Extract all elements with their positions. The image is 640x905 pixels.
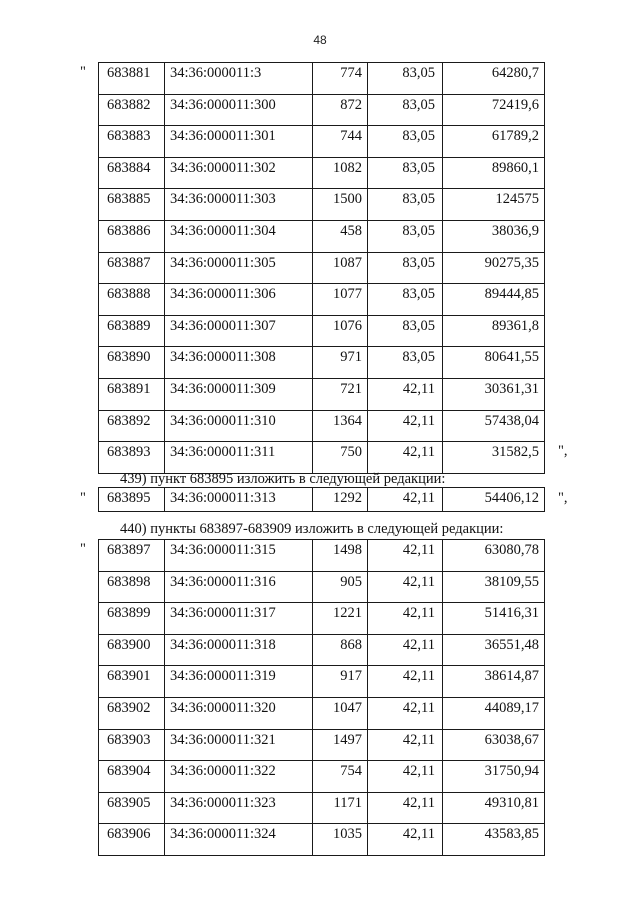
cadastral-number-cell: 34:36:000011:322: [165, 761, 313, 793]
area-cell: 1035: [313, 824, 368, 856]
total-value-cell: 57438,04: [443, 410, 545, 442]
total-value-cell: 64280,7: [443, 63, 545, 95]
plot-number-cell: 683881: [99, 63, 165, 95]
area-cell: 1292: [313, 488, 368, 512]
plot-number-cell: 683904: [99, 761, 165, 793]
rate-cell: 83,05: [368, 284, 443, 316]
area-cell: 1171: [313, 792, 368, 824]
table-row: [99, 666, 545, 698]
rate-cell: 42,11: [368, 634, 443, 666]
plot-number-cell: 683891: [99, 378, 165, 410]
closing-quote-mark: ",: [558, 490, 568, 506]
area-cell: 1082: [313, 157, 368, 189]
table-row: [99, 410, 545, 442]
plot-number-cell: 683905: [99, 792, 165, 824]
table-row: [99, 540, 545, 572]
rate-cell: 42,11: [368, 540, 443, 572]
rate-cell: 83,05: [368, 126, 443, 158]
cadastral-number-cell: 34:36:000011:301: [165, 126, 313, 158]
total-value-cell: 30361,31: [443, 378, 545, 410]
plot-number-cell: 683900: [99, 634, 165, 666]
area-cell: 1500: [313, 189, 368, 221]
area-cell: 744: [313, 126, 368, 158]
table-row: [99, 157, 545, 189]
plot-number-cell: 683895: [99, 488, 165, 512]
plot-number-cell: 683892: [99, 410, 165, 442]
cadastral-number-cell: 34:36:000011:308: [165, 347, 313, 379]
opening-quote-mark: ": [80, 64, 86, 80]
area-cell: 971: [313, 347, 368, 379]
table-row: [99, 761, 545, 793]
rate-cell: 83,05: [368, 63, 443, 95]
table-row: [99, 252, 545, 284]
rate-cell: 42,11: [368, 697, 443, 729]
total-value-cell: 38036,9: [443, 220, 545, 252]
total-value-cell: 72419,6: [443, 94, 545, 126]
rate-cell: 83,05: [368, 315, 443, 347]
plot-number-cell: 683898: [99, 571, 165, 603]
opening-quote-mark: ": [80, 490, 86, 506]
area-cell: 868: [313, 634, 368, 666]
table-row: [99, 220, 545, 252]
cadastral-number-cell: 34:36:000011:318: [165, 634, 313, 666]
rate-cell: 42,11: [368, 603, 443, 635]
area-cell: 1364: [313, 410, 368, 442]
rate-cell: 42,11: [368, 666, 443, 698]
rate-cell: 42,11: [368, 378, 443, 410]
cadastral-number-cell: 34:36:000011:311: [165, 442, 313, 474]
cadastral-number-cell: 34:36:000011:315: [165, 540, 313, 572]
plot-number-cell: 683906: [99, 824, 165, 856]
land-plot-table-3: [98, 539, 545, 856]
cadastral-number-cell: 34:36:000011:319: [165, 666, 313, 698]
cadastral-number-cell: 34:36:000011:313: [165, 488, 313, 512]
rate-cell: 83,05: [368, 347, 443, 379]
land-plot-table-2: [98, 487, 545, 512]
rate-cell: 42,11: [368, 761, 443, 793]
total-value-cell: 90275,35: [443, 252, 545, 284]
plot-number-cell: 683902: [99, 697, 165, 729]
total-value-cell: 31582,5: [443, 442, 545, 474]
rate-cell: 83,05: [368, 220, 443, 252]
plot-number-cell: 683882: [99, 94, 165, 126]
cadastral-number-cell: 34:36:000011:310: [165, 410, 313, 442]
rate-cell: 42,11: [368, 571, 443, 603]
area-cell: 754: [313, 761, 368, 793]
total-value-cell: 44089,17: [443, 697, 545, 729]
cadastral-number-cell: 34:36:000011:309: [165, 378, 313, 410]
area-cell: 872: [313, 94, 368, 126]
rate-cell: 83,05: [368, 157, 443, 189]
plot-number-cell: 683899: [99, 603, 165, 635]
cadastral-number-cell: 34:36:000011:300: [165, 94, 313, 126]
area-cell: 1221: [313, 603, 368, 635]
table-row: [99, 94, 545, 126]
rate-cell: 42,11: [368, 410, 443, 442]
opening-quote-mark: ": [80, 541, 86, 557]
table-row: [99, 315, 545, 347]
rate-cell: 42,11: [368, 824, 443, 856]
closing-quote-mark: ",: [558, 443, 568, 459]
rate-cell: 83,05: [368, 252, 443, 284]
paragraph-439: 439) пункт 683895 изложить в следующей редакции:: [120, 471, 446, 487]
table-row: [99, 284, 545, 316]
rate-cell: 42,11: [368, 488, 443, 512]
area-cell: 750: [313, 442, 368, 474]
total-value-cell: 38109,55: [443, 571, 545, 603]
cadastral-number-cell: 34:36:000011:307: [165, 315, 313, 347]
cadastral-number-cell: 34:36:000011:302: [165, 157, 313, 189]
cadastral-number-cell: 34:36:000011:324: [165, 824, 313, 856]
plot-number-cell: 683886: [99, 220, 165, 252]
cadastral-number-cell: 34:36:000011:3: [165, 63, 313, 95]
rate-cell: 83,05: [368, 94, 443, 126]
area-cell: 1076: [313, 315, 368, 347]
total-value-cell: 61789,2: [443, 126, 545, 158]
total-value-cell: 36551,48: [443, 634, 545, 666]
total-value-cell: 80641,55: [443, 347, 545, 379]
area-cell: 1047: [313, 697, 368, 729]
total-value-cell: 63038,67: [443, 729, 545, 761]
area-cell: 774: [313, 63, 368, 95]
table-row: [99, 378, 545, 410]
total-value-cell: 43583,85: [443, 824, 545, 856]
rate-cell: 42,11: [368, 729, 443, 761]
table-row: [99, 189, 545, 221]
rate-cell: 42,11: [368, 792, 443, 824]
plot-number-cell: 683903: [99, 729, 165, 761]
table-row: [99, 792, 545, 824]
cadastral-number-cell: 34:36:000011:305: [165, 252, 313, 284]
table-row: [99, 347, 545, 379]
cadastral-number-cell: 34:36:000011:317: [165, 603, 313, 635]
cadastral-number-cell: 34:36:000011:323: [165, 792, 313, 824]
cadastral-number-cell: 34:36:000011:304: [165, 220, 313, 252]
area-cell: 458: [313, 220, 368, 252]
plot-number-cell: 683887: [99, 252, 165, 284]
total-value-cell: 124575: [443, 189, 545, 221]
total-value-cell: 38614,87: [443, 666, 545, 698]
plot-number-cell: 683884: [99, 157, 165, 189]
total-value-cell: 63080,78: [443, 540, 545, 572]
plot-number-cell: 683885: [99, 189, 165, 221]
table-row: [99, 126, 545, 158]
total-value-cell: 89860,1: [443, 157, 545, 189]
table-row: [99, 634, 545, 666]
area-cell: 1087: [313, 252, 368, 284]
plot-number-cell: 683889: [99, 315, 165, 347]
total-value-cell: 49310,81: [443, 792, 545, 824]
table-row: [99, 603, 545, 635]
rate-cell: 42,11: [368, 442, 443, 474]
plot-number-cell: 683883: [99, 126, 165, 158]
page-number: 48: [313, 33, 327, 47]
table-row: [99, 697, 545, 729]
table-row: [99, 63, 545, 95]
table-row: [99, 729, 545, 761]
total-value-cell: 54406,12: [443, 488, 545, 512]
total-value-cell: 51416,31: [443, 603, 545, 635]
cadastral-number-cell: 34:36:000011:306: [165, 284, 313, 316]
area-cell: 721: [313, 378, 368, 410]
paragraph-440: 440) пункты 683897-683909 изложить в следующей редакции:: [120, 521, 504, 537]
table-row: [99, 824, 545, 856]
area-cell: 1077: [313, 284, 368, 316]
plot-number-cell: 683890: [99, 347, 165, 379]
plot-number-cell: 683897: [99, 540, 165, 572]
total-value-cell: 89361,8: [443, 315, 545, 347]
table-row: [99, 488, 545, 512]
cadastral-number-cell: 34:36:000011:320: [165, 697, 313, 729]
table-row: [99, 442, 545, 474]
area-cell: 917: [313, 666, 368, 698]
total-value-cell: 89444,85: [443, 284, 545, 316]
cadastral-number-cell: 34:36:000011:321: [165, 729, 313, 761]
plot-number-cell: 683888: [99, 284, 165, 316]
cadastral-number-cell: 34:36:000011:316: [165, 571, 313, 603]
land-plot-table-1: [98, 62, 545, 474]
table-row: [99, 571, 545, 603]
area-cell: 905: [313, 571, 368, 603]
plot-number-cell: 683901: [99, 666, 165, 698]
plot-number-cell: 683893: [99, 442, 165, 474]
total-value-cell: 31750,94: [443, 761, 545, 793]
rate-cell: 83,05: [368, 189, 443, 221]
cadastral-number-cell: 34:36:000011:303: [165, 189, 313, 221]
area-cell: 1498: [313, 540, 368, 572]
area-cell: 1497: [313, 729, 368, 761]
